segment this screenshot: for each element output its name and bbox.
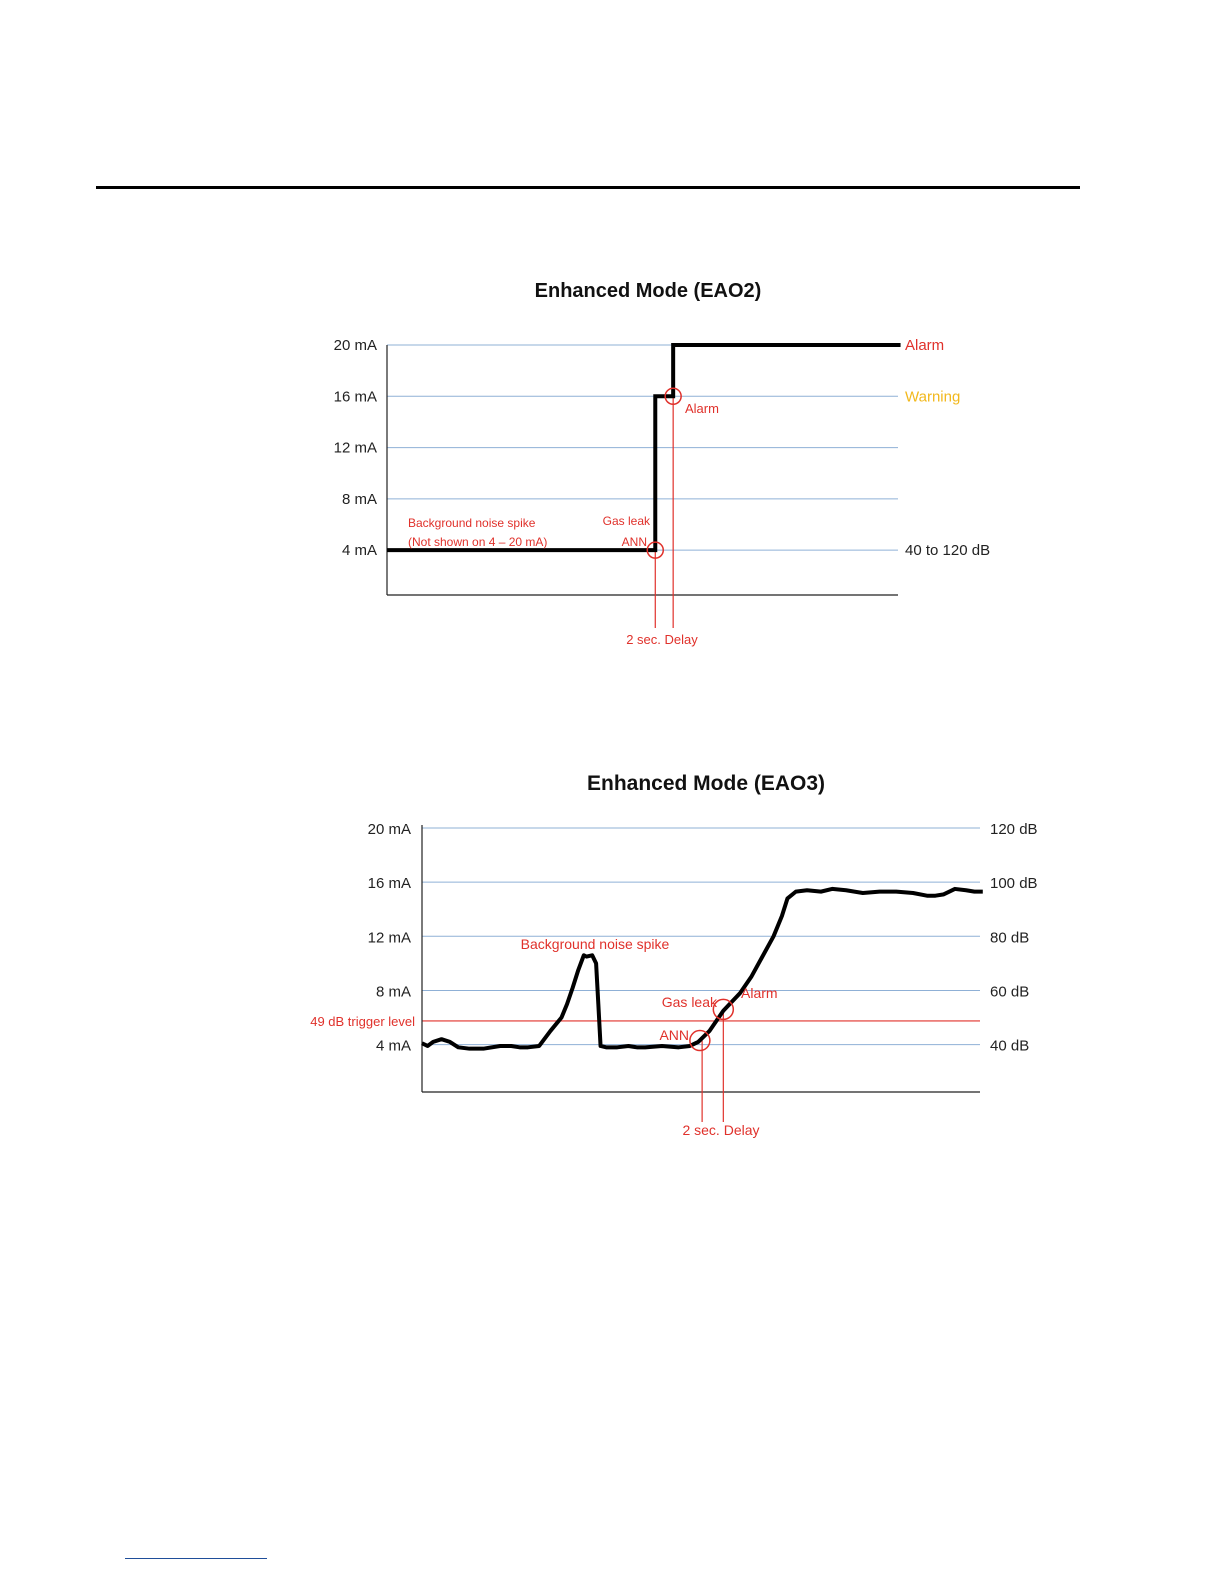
annotation-noise: Background noise spike bbox=[520, 936, 670, 952]
chart-title: Enhanced Mode (EAO2) bbox=[534, 280, 762, 302]
annotation-gas-leak: Gas leak bbox=[661, 994, 717, 1010]
y2-tick-label: 120 dB bbox=[990, 821, 1038, 838]
annotation-noise-line2: (Not shown on 4 – 20 mA) bbox=[408, 535, 548, 549]
y-tick-label: 12 mA bbox=[367, 929, 411, 947]
right-label: 40 to 120 dB bbox=[905, 542, 991, 560]
y-tick-label: 8 mA bbox=[375, 983, 411, 1001]
y-tick-label: 8 mA bbox=[341, 490, 377, 508]
y-tick-label: 16 mA bbox=[333, 388, 377, 406]
y2-tick-label: 60 dB bbox=[990, 983, 1030, 1001]
series-line bbox=[422, 889, 983, 1049]
y-tick-label: 16 mA bbox=[367, 875, 411, 893]
footnote-rule bbox=[125, 1558, 267, 1559]
y-tick-label: 4 mA bbox=[375, 1037, 411, 1055]
y-tick-label: 4 mA bbox=[341, 542, 377, 560]
y-tick-label: 20 mA bbox=[367, 821, 411, 838]
annotation-delay: 2 sec. Delay bbox=[682, 1122, 760, 1138]
trigger-label: 49 dB trigger level bbox=[310, 1013, 415, 1029]
y-tick-label: 20 mA bbox=[333, 337, 377, 354]
annotation-noise-line1: Background noise spike bbox=[408, 516, 536, 530]
annotation-delay: 2 sec. Delay bbox=[626, 632, 698, 647]
annotation-ann: ANN bbox=[621, 535, 647, 549]
annotation-gas-leak: Gas leak bbox=[602, 514, 650, 528]
annotation-alarm: Alarm bbox=[685, 401, 719, 416]
annotation-ann: ANN bbox=[659, 1027, 689, 1043]
top-rule bbox=[96, 186, 1080, 189]
y-tick-label: 12 mA bbox=[333, 439, 377, 457]
right-label: Warning bbox=[905, 388, 961, 406]
y2-tick-label: 40 dB bbox=[990, 1037, 1030, 1055]
annotation-alarm: Alarm bbox=[741, 985, 778, 1001]
y2-tick-label: 80 dB bbox=[990, 929, 1030, 947]
chart-eao2 bbox=[0, 260, 1224, 660]
y2-tick-label: 100 dB bbox=[990, 875, 1038, 893]
right-label: Alarm bbox=[905, 337, 945, 354]
chart-eao3 bbox=[0, 750, 1224, 1150]
chart-title: Enhanced Mode (EAO3) bbox=[586, 772, 826, 795]
